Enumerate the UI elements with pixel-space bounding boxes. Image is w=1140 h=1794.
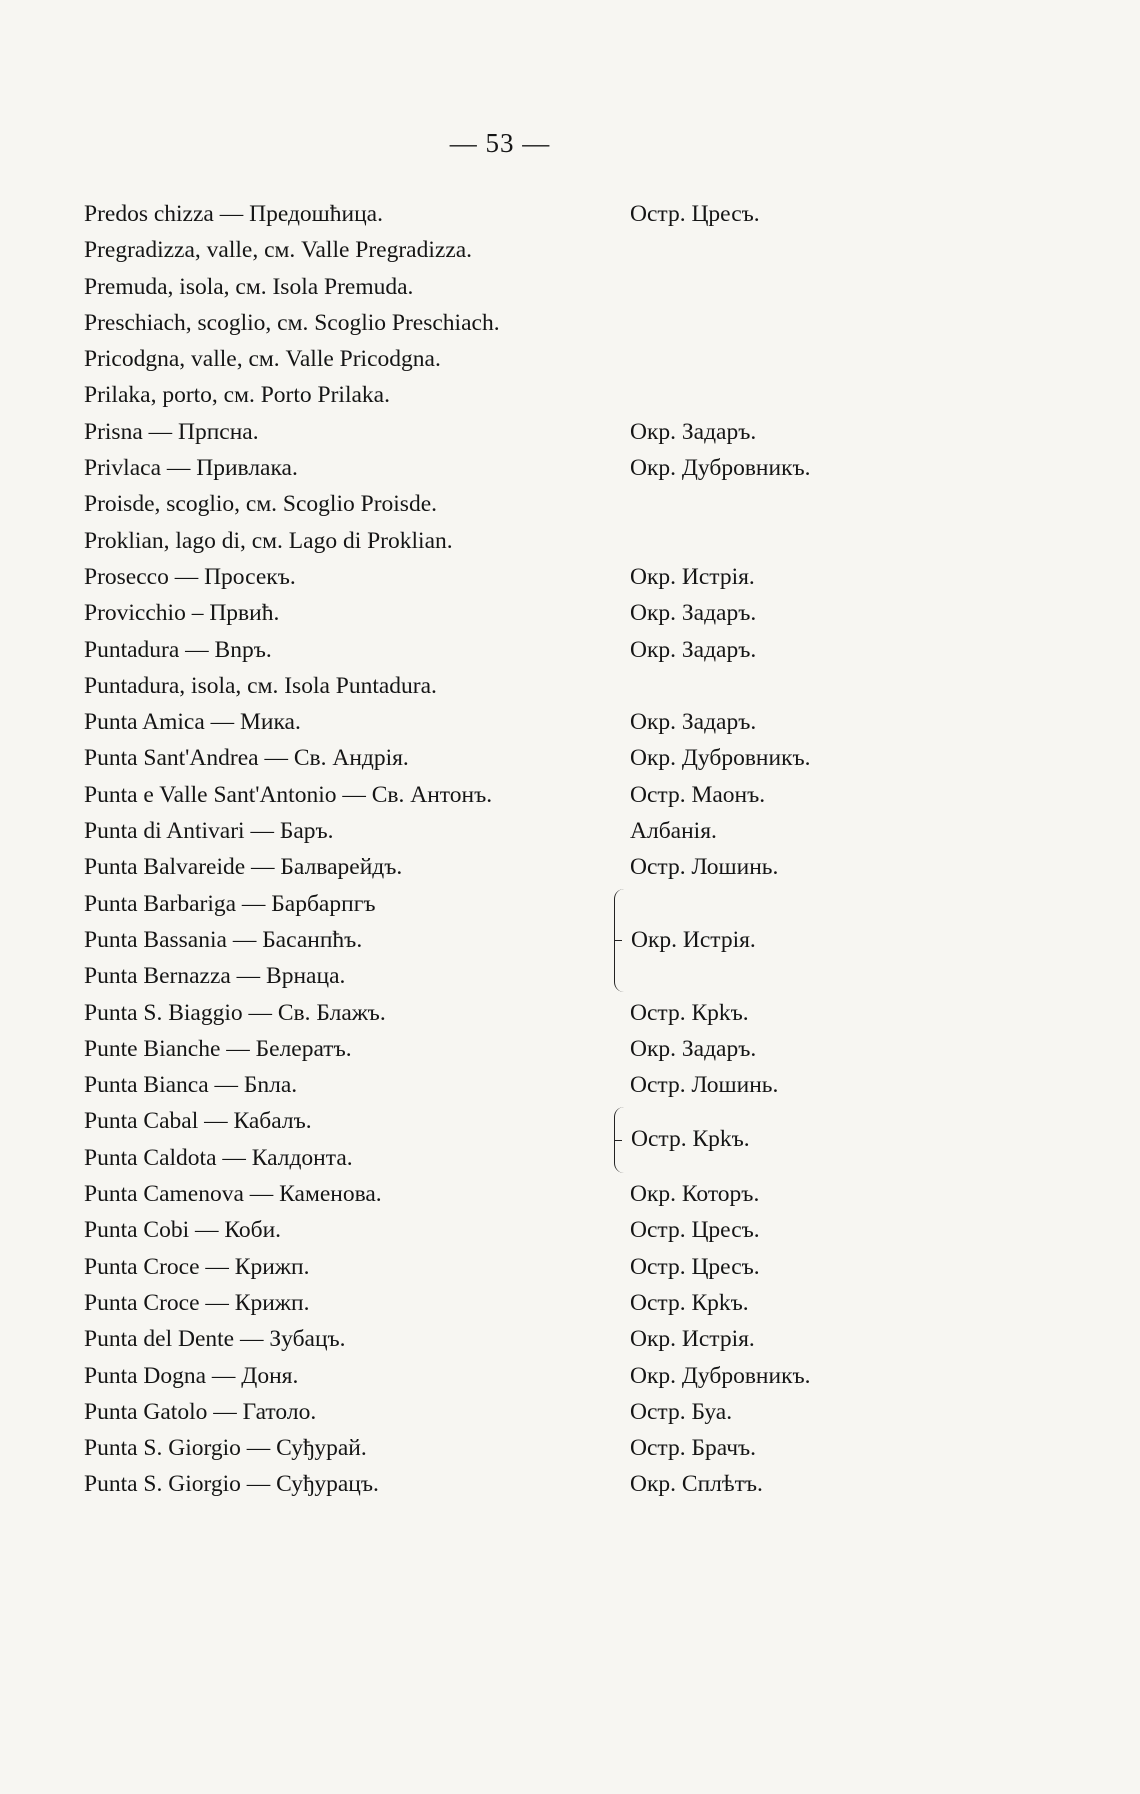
entry-region: Остр. Цресъ. <box>630 201 760 227</box>
entry-row <box>84 849 964 885</box>
entry-row <box>84 595 964 631</box>
grouped-region-label: Остр. Крkъ. <box>631 1126 750 1153</box>
entry-row <box>84 414 964 450</box>
entry-row <box>84 1285 964 1321</box>
entry-name: Punta del Dente — Зубацъ. <box>84 1326 346 1353</box>
entry-row <box>84 813 964 849</box>
entry-region: Остр. Крkъ. <box>630 999 749 1026</box>
entry-region: Остр. Цресъ. <box>630 1217 760 1244</box>
entry-row <box>84 232 964 268</box>
entry-region: Окр. Дубровникъ. <box>630 455 811 482</box>
entry-region: Окр. Задаръ. <box>630 600 757 627</box>
entry-row <box>84 1103 964 1139</box>
brace-mark <box>614 1107 625 1174</box>
entry-row <box>84 1430 964 1466</box>
entry-row <box>84 922 964 958</box>
entry-name: Punta Croce — Крижп. <box>84 1289 310 1316</box>
entry-name: Prilaka, porto, см. Porto Prilaka. <box>84 382 390 409</box>
entry-name: Puntadura, isola, см. Isola Puntadura. <box>84 672 437 699</box>
entry-name: Punta S. Giorgio — Суђурацъ. <box>84 1471 379 1498</box>
entry-name: Punta S. Giorgio — Суђурай. <box>84 1435 367 1462</box>
entry-row <box>84 668 964 704</box>
entry-name: Proklian, lago di, см. Lago di Proklian. <box>84 527 453 554</box>
entry-row <box>84 377 964 413</box>
entry-row <box>84 886 964 922</box>
entry-row <box>84 305 964 341</box>
entry-region: Остр. Лошинь. <box>630 854 779 881</box>
entry-name: Punta Camenova — Каменова. <box>84 1181 382 1208</box>
entry-name: Punta e Valle Sant'Antonio — Св. Антонъ. <box>84 781 493 808</box>
entry-row <box>84 1067 964 1103</box>
entry-name: Punta Cabal — Кабалъ. <box>84 1108 312 1135</box>
entry-name: Proisde, scoglio, см. Scoglio Proisde. <box>84 491 437 518</box>
entry-row <box>84 196 964 232</box>
entry-region: Окр. Задаръ. <box>630 709 757 736</box>
entry-region: Албанія. <box>630 818 717 845</box>
grouped-region <box>614 1106 750 1175</box>
entry-name: Punta Dogna — Доня. <box>84 1362 299 1389</box>
entry-row <box>84 740 964 776</box>
entry-name: Punta Bianca — Бnла. <box>84 1072 298 1099</box>
entry-row <box>84 341 964 377</box>
entry-row <box>84 632 964 668</box>
entry-name: Punta Bernazza — Врнаца. <box>84 963 346 990</box>
grouped-region-label: Окр. Истрія. <box>631 926 756 953</box>
gazetteer-entries <box>84 196 964 1503</box>
entry-name: Prisna — Прпсна. <box>84 418 259 445</box>
entry-region: Окр. Истрія. <box>630 563 755 590</box>
entry-name: Punta Croce — Крижп. <box>84 1253 310 1280</box>
entry-region: Окр. Которъ. <box>630 1181 760 1208</box>
entry-region: Окр. Задаръ. <box>630 1035 757 1062</box>
entry-name: Punte Bianche — Белератъ. <box>84 1035 352 1062</box>
entry-row <box>84 777 964 813</box>
entry-name: Punta S. Biaggio — Св. Блажъ. <box>84 999 386 1026</box>
grouped-region <box>614 888 756 993</box>
entry-name: Punta Sant'Andrea — Св. Андрія. <box>84 745 409 772</box>
entry-row <box>84 1466 964 1502</box>
entry-name: Provicchio – Првић. <box>84 600 280 627</box>
entry-region: Остр. Крkъ. <box>630 1289 749 1316</box>
entry-name: Pregradizza, valle, см. Valle Pregradizza. <box>84 237 473 264</box>
entry-region: Окр. Дубровникъ. <box>630 745 811 772</box>
entry-name: Punta Balvareide — Балварейдъ. <box>84 854 403 881</box>
entry-region: Остр. Лошинь. <box>630 1072 779 1099</box>
entry-row <box>84 995 964 1031</box>
entry-row <box>84 958 964 994</box>
entry-region: Остр. Маонъ. <box>630 781 766 808</box>
entry-row <box>84 486 964 522</box>
entry-region: Окр. Сплѣтъ. <box>630 1471 763 1498</box>
brace-mark <box>614 889 625 992</box>
entry-name: Prosecco — Просекъ. <box>84 563 296 590</box>
entry-name: Preschiach, scoglio, см. Scoglio Preschiach. <box>84 309 500 336</box>
entry-row <box>84 523 964 559</box>
entry-region: Окр. Задаръ. <box>630 636 757 663</box>
entry-row <box>84 1358 964 1394</box>
entry-name: Punta Barbariga — Барбарпгъ <box>84 890 376 917</box>
entry-name: Predos chizza — Предошћица. <box>84 201 383 227</box>
entry-name: Punta Bassania — Басанпћъ. <box>84 926 363 953</box>
entry-region: Окр. Истрія. <box>630 1326 755 1353</box>
entry-row <box>84 704 964 740</box>
page-number: — 53 — <box>449 128 551 158</box>
entry-row <box>84 559 964 595</box>
entry-region: Остр. Цресъ. <box>630 1253 760 1280</box>
entry-name: Pricodgna, valle, см. Valle Pricodgna. <box>84 346 441 373</box>
entry-row <box>84 1031 964 1067</box>
entry-name: Punta Gatolo — Гатоло. <box>84 1398 317 1425</box>
entry-name: Punta Caldota — Калдонта. <box>84 1144 353 1171</box>
entry-row <box>84 450 964 486</box>
entry-region: Остр. Буа. <box>630 1398 733 1425</box>
entry-region: Окр. Дубровникъ. <box>630 1362 811 1389</box>
entry-row <box>84 1394 964 1430</box>
entry-region: Окр. Задаръ. <box>630 418 757 445</box>
entry-name: Punta Cobi — Коби. <box>84 1217 282 1244</box>
entry-row <box>84 1321 964 1357</box>
entry-name: Premuda, isola, см. Isola Premuda. <box>84 273 414 300</box>
entry-row <box>84 1176 964 1212</box>
entry-row <box>84 1140 964 1176</box>
entry-row <box>84 1249 964 1285</box>
entry-row <box>84 1212 964 1248</box>
entry-name: Punta di Antivari — Баръ. <box>84 818 334 845</box>
entry-region: Остр. Брачъ. <box>630 1435 757 1462</box>
entry-name: Puntadura — Вnръ. <box>84 636 272 663</box>
entry-name: Punta Amica — Мика. <box>84 709 301 736</box>
entry-name: Privlaca — Привлака. <box>84 455 298 482</box>
entry-row <box>84 269 964 305</box>
